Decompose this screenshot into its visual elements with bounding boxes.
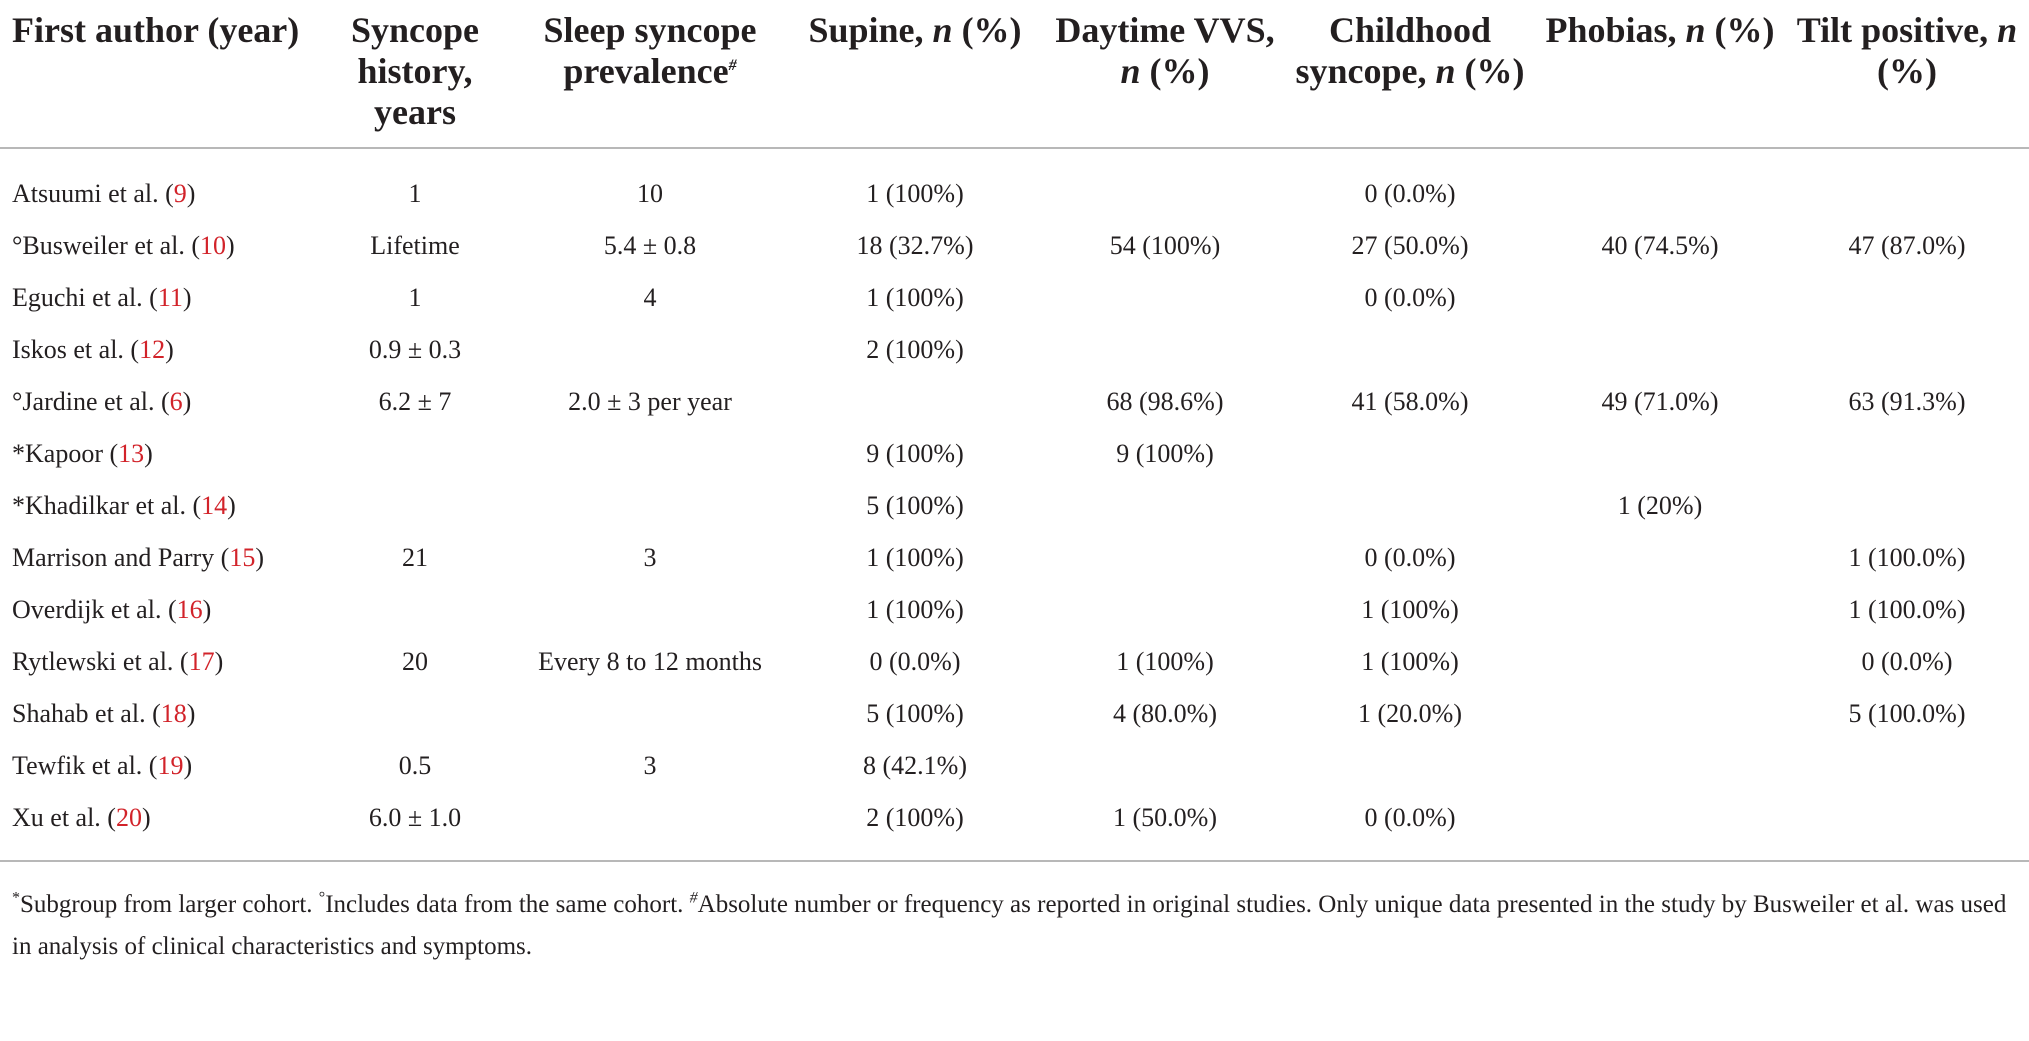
cell-tilt-positive: 47 (87.0%): [1848, 231, 1966, 260]
cohort-mark: °: [12, 231, 23, 260]
reference-close-paren: ): [255, 543, 265, 572]
cell-phobias: [1535, 740, 1785, 792]
cohort-mark: °: [12, 387, 23, 416]
cell-sleep-syncope-prevalence: [515, 688, 785, 740]
cell-sleep-syncope-prevalence: [515, 480, 785, 532]
header-text: Tilt positive,: [1796, 10, 1998, 50]
cell-childhood-syncope: [1285, 740, 1535, 792]
cell-tilt-positive: [1785, 272, 2029, 324]
reference-close-paren: ): [165, 335, 174, 364]
header-text: Phobias,: [1545, 10, 1686, 50]
reference-link[interactable]: 6: [169, 387, 183, 416]
cell-first-author: [0, 220, 315, 272]
header-phobias: [1535, 4, 1785, 148]
cell-sleep-syncope-prevalence: [515, 324, 785, 376]
cell-syncope-history: 21: [402, 543, 428, 572]
cell-phobias: [1535, 584, 1785, 636]
table-header: [0, 4, 2029, 148]
author-name: Eguchi et al. (: [12, 283, 158, 312]
reference-link[interactable]: 10: [200, 231, 227, 260]
author-name: Atsuumi et al. (: [12, 179, 174, 208]
reference-close-paren: ): [186, 179, 196, 208]
cell-first-author: [0, 584, 315, 636]
reference-close-paren: ): [226, 231, 235, 260]
table-footnote: [0, 861, 2029, 968]
cell-syncope-history: 6.2 ± 7: [378, 387, 452, 416]
cell-first-author: [0, 324, 315, 376]
table-row: [0, 376, 2029, 428]
header-text: Daytime VVS,: [1055, 10, 1275, 50]
table-row: [0, 220, 2029, 272]
table-row: [0, 324, 2029, 376]
cell-supine: 1 (100%): [866, 179, 964, 208]
reference-link[interactable]: 14: [201, 491, 228, 520]
header-first-author: [0, 4, 315, 148]
table-row: [0, 740, 2029, 792]
cell-supine: 1 (100%): [866, 543, 964, 572]
author-name: Kapoor (: [25, 439, 119, 468]
cell-first-author: [0, 376, 315, 428]
cell-phobias: 49 (71.0%): [1601, 387, 1719, 416]
cell-supine: 5 (100%): [866, 491, 964, 520]
author-name: Shahab et al. (: [12, 699, 161, 728]
cell-tilt-positive: 1 (100.0%): [1848, 543, 1966, 572]
header-supine: [785, 4, 1045, 148]
table-body: [0, 148, 2029, 861]
reference-link[interactable]: 16: [176, 595, 203, 624]
cohort-mark: *: [12, 439, 25, 468]
cell-daytime-vvs: [1045, 148, 1285, 220]
header-tilt-positive: [1785, 4, 2029, 148]
footnote-hash-text: Absolute number or frequency as reported in original studies. Only unique data presented in the study by Busweiler et al. was used in analysis of clinical characteristics and symptoms.: [12, 891, 2007, 960]
cell-childhood-syncope: 27 (50.0%): [1351, 231, 1469, 260]
header-childhood-syncope: [1285, 4, 1535, 148]
table-row: [0, 272, 2029, 324]
table-row: [0, 688, 2029, 740]
author-name: Tewfik et al. (: [12, 751, 158, 780]
cell-sleep-syncope-prevalence: 2.0 ± 3 per year: [568, 387, 732, 416]
cell-daytime-vvs: [1045, 740, 1285, 792]
header-italic-n: n: [1120, 51, 1141, 91]
cell-phobias: [1535, 792, 1785, 861]
header-text-suffix: (%): [1877, 51, 1937, 91]
header-text-suffix: (%): [1455, 51, 1525, 91]
cell-syncope-history: [315, 428, 515, 480]
reference-link[interactable]: 20: [115, 803, 142, 832]
footnote-text: [0, 861, 2029, 968]
cell-childhood-syncope: [1285, 480, 1535, 532]
cell-tilt-positive: [1785, 792, 2029, 861]
cell-childhood-syncope: [1285, 428, 1535, 480]
footnote-degree-mark: °: [318, 889, 326, 907]
header-italic-n: n: [1685, 10, 1706, 50]
reference-close-paren: ): [182, 387, 192, 416]
cell-first-author: [0, 688, 315, 740]
author-name: Jardine et al. (: [22, 387, 170, 416]
reference-link[interactable]: 9: [173, 179, 187, 208]
cell-supine: [785, 376, 1045, 428]
reference-close-paren: ): [183, 751, 193, 780]
cell-supine: 2 (100%): [866, 803, 964, 832]
header-daytime-vvs: [1045, 4, 1285, 148]
cell-tilt-positive: [1785, 480, 2029, 532]
cell-daytime-vvs: [1045, 480, 1285, 532]
table-row: [0, 636, 2029, 688]
cell-supine: 18 (32.7%): [856, 231, 974, 260]
cell-phobias: 1 (20%): [1617, 491, 1703, 520]
cell-tilt-positive: [1785, 740, 2029, 792]
header-text-suffix: (%): [952, 10, 1022, 50]
cell-first-author: [0, 792, 315, 861]
reference-close-paren: ): [186, 699, 196, 728]
cell-syncope-history: 0.9 ± 0.3: [368, 335, 462, 364]
reference-link[interactable]: 15: [229, 543, 256, 572]
cell-sleep-syncope-prevalence: 10: [637, 179, 663, 208]
cell-childhood-syncope: 1 (100%): [1361, 647, 1459, 676]
table-row: [0, 480, 2029, 532]
cell-tilt-positive: [1785, 324, 2029, 376]
cell-syncope-history: 0.5: [398, 751, 432, 780]
cell-phobias: [1535, 532, 1785, 584]
author-name: Rytlewski et al. (: [12, 647, 189, 676]
cell-daytime-vvs: 9 (100%): [1116, 439, 1214, 468]
reference-link[interactable]: 12: [139, 335, 166, 364]
cell-supine: 9 (100%): [866, 439, 964, 468]
cell-daytime-vvs: 54 (100%): [1109, 231, 1221, 260]
cell-childhood-syncope: 0 (0.0%): [1364, 803, 1456, 832]
reference-close-paren: ): [182, 283, 192, 312]
cell-tilt-positive: [1785, 148, 2029, 220]
studies-table: [0, 4, 2029, 968]
author-name: Iskos et al. (: [12, 335, 140, 364]
reference-close-paren: ): [141, 803, 151, 832]
footnote-star-text: Subgroup from larger cohort.: [20, 891, 319, 918]
reference-close-paren: ): [202, 595, 212, 624]
cell-syncope-history: 20: [402, 647, 428, 676]
footnote-degree-text: Includes data from the same cohort.: [325, 891, 690, 918]
cell-childhood-syncope: 0 (0.0%): [1364, 179, 1456, 208]
table-row: [0, 148, 2029, 220]
cell-syncope-history: Lifetime: [370, 231, 460, 260]
cell-first-author: [0, 636, 315, 688]
cell-phobias: 40 (74.5%): [1601, 231, 1719, 260]
cell-sleep-syncope-prevalence: 4: [643, 283, 657, 312]
cell-first-author: [0, 740, 315, 792]
header-text: First author (year): [12, 10, 300, 50]
reference-link[interactable]: 13: [118, 439, 145, 468]
cell-sleep-syncope-prevalence: [515, 792, 785, 861]
cell-tilt-positive: 1 (100.0%): [1848, 595, 1966, 624]
cell-supine: 8 (42.1%): [863, 751, 967, 780]
cell-childhood-syncope: 0 (0.0%): [1364, 543, 1456, 572]
header-footnote-mark: #: [728, 57, 737, 74]
header-italic-n: n: [1435, 51, 1456, 91]
cell-syncope-history: 1: [408, 283, 422, 312]
cell-daytime-vvs: [1045, 584, 1285, 636]
reference-close-paren: ): [214, 647, 224, 676]
cell-daytime-vvs: 1 (50.0%): [1113, 803, 1217, 832]
cell-supine: 1 (100%): [866, 595, 964, 624]
cell-childhood-syncope: 1 (100%): [1361, 595, 1459, 624]
cell-childhood-syncope: 0 (0.0%): [1364, 283, 1456, 312]
cell-sleep-syncope-prevalence: [515, 428, 785, 480]
reference-close-paren: ): [227, 491, 236, 520]
table-row: [0, 792, 2029, 861]
header-italic-n: n: [1997, 10, 2018, 50]
cell-syncope-history: [315, 584, 515, 636]
author-name: Marrison and Parry (: [12, 543, 230, 572]
reference-link[interactable]: 19: [157, 751, 184, 780]
cell-daytime-vvs: 68 (98.6%): [1106, 387, 1224, 416]
cell-syncope-history: 1: [408, 179, 422, 208]
cell-syncope-history: [315, 688, 515, 740]
header-row: [0, 4, 2029, 148]
reference-link[interactable]: 17: [188, 647, 215, 676]
cell-first-author: [0, 480, 315, 532]
header-sleep-syncope-prevalence: [515, 4, 785, 148]
cell-phobias: [1535, 272, 1785, 324]
cell-daytime-vvs: [1045, 532, 1285, 584]
cell-first-author: [0, 272, 315, 324]
cell-phobias: [1535, 688, 1785, 740]
table-row: [0, 428, 2029, 480]
cell-daytime-vvs: 1 (100%): [1116, 647, 1214, 676]
cell-supine: 2 (100%): [866, 335, 964, 364]
footnote-star-mark: *: [12, 889, 20, 907]
reference-close-paren: ): [144, 439, 153, 468]
cell-childhood-syncope: [1285, 324, 1535, 376]
cell-syncope-history: [315, 480, 515, 532]
table-row: [0, 584, 2029, 636]
cell-sleep-syncope-prevalence: 3: [643, 751, 657, 780]
cell-first-author: [0, 532, 315, 584]
cell-syncope-history: 6.0 ± 1.0: [368, 803, 462, 832]
header-italic-n: n: [932, 10, 953, 50]
cell-tilt-positive: 5 (100.0%): [1848, 699, 1966, 728]
reference-link[interactable]: 11: [157, 283, 183, 312]
header-text-suffix: (%): [1140, 51, 1210, 91]
header-text: Childhood syncope,: [1295, 10, 1492, 91]
cell-supine: 0 (0.0%): [869, 647, 961, 676]
author-name: Khadilkar et al. (: [25, 491, 202, 520]
cell-childhood-syncope: 41 (58.0%): [1351, 387, 1469, 416]
cell-childhood-syncope: 1 (20.0%): [1358, 699, 1462, 728]
cell-phobias: [1535, 148, 1785, 220]
header-text: Supine,: [808, 10, 933, 50]
cell-sleep-syncope-prevalence: 3: [643, 543, 657, 572]
author-name: Busweiler et al. (: [22, 231, 201, 260]
header-text: Syncope history, years: [350, 10, 480, 132]
cell-tilt-positive: 63 (91.3%): [1848, 387, 1966, 416]
cell-daytime-vvs: [1045, 272, 1285, 324]
cell-phobias: [1535, 428, 1785, 480]
cell-first-author: [0, 428, 315, 480]
author-name: Overdijk et al. (: [12, 595, 177, 624]
cell-sleep-syncope-prevalence: [515, 584, 785, 636]
header-text: Sleep syncope prevalence: [543, 10, 757, 91]
author-name: Xu et al. (: [12, 803, 116, 832]
cell-sleep-syncope-prevalence: Every 8 to 12 months: [538, 647, 762, 676]
header-syncope-history: [315, 4, 515, 148]
table-row: [0, 532, 2029, 584]
reference-link[interactable]: 18: [160, 699, 187, 728]
cell-tilt-positive: 0 (0.0%): [1861, 647, 1953, 676]
cell-daytime-vvs: [1045, 324, 1285, 376]
cell-phobias: [1535, 636, 1785, 688]
cell-daytime-vvs: 4 (80.0%): [1113, 699, 1217, 728]
footnote-hash-mark: #: [689, 889, 698, 907]
cell-supine: 5 (100%): [866, 699, 964, 728]
cohort-mark: *: [12, 491, 25, 520]
cell-first-author: [0, 148, 315, 220]
cell-tilt-positive: [1785, 428, 2029, 480]
cell-supine: 1 (100%): [866, 283, 964, 312]
cell-sleep-syncope-prevalence: 5.4 ± 0.8: [603, 231, 697, 260]
cell-phobias: [1535, 324, 1785, 376]
header-text-suffix: (%): [1705, 10, 1775, 50]
